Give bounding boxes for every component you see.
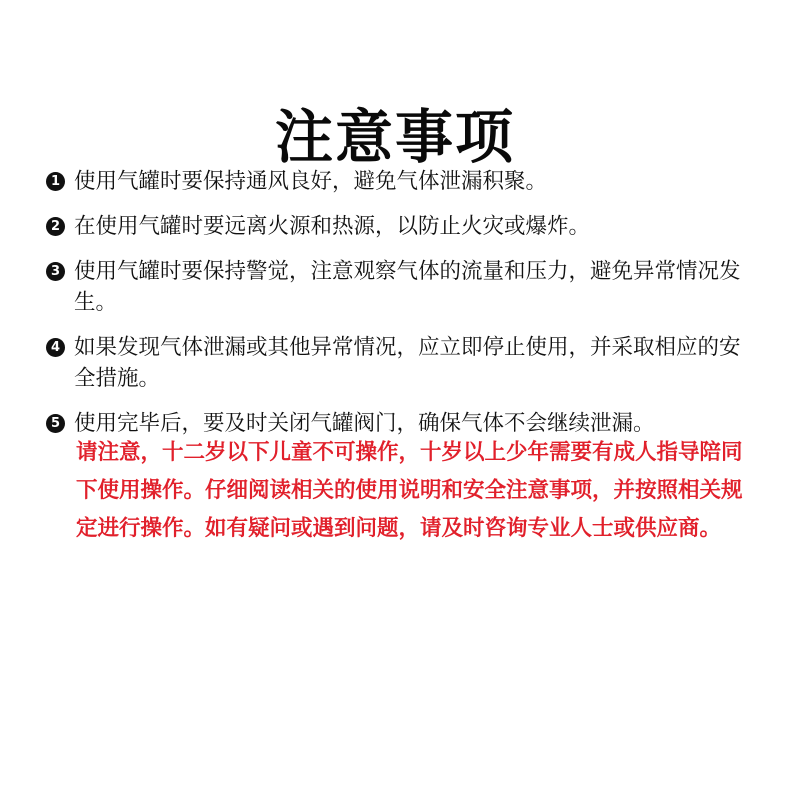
number-badge-icon: 2 bbox=[46, 217, 65, 236]
number-badge-icon: 3 bbox=[46, 262, 65, 281]
list-item-text: 使用完毕后，要及时关闭气罐阀门，确保气体不会继续泄漏。 bbox=[74, 411, 655, 436]
list-item-text: 使用气罐时要保持警觉，注意观察气体的流量和压力，避免异常情况发生。 bbox=[74, 259, 741, 315]
list-item bbox=[46, 211, 758, 242]
list-item bbox=[46, 332, 758, 394]
number-badge-icon: 5 bbox=[46, 414, 65, 433]
page-title: 注意事项 bbox=[274, 102, 515, 171]
list-item-text: 如果发现气体泄漏或其他异常情况，应立即停止使用，并采取相应的安全措施。 bbox=[74, 335, 741, 391]
precautions-list bbox=[46, 166, 758, 439]
list-item bbox=[46, 256, 758, 318]
list-item-text: 使用气罐时要保持通风良好，避免气体泄漏积聚。 bbox=[74, 169, 548, 194]
list-item bbox=[46, 166, 758, 197]
number-badge-icon: 1 bbox=[46, 172, 65, 191]
list-item-text: 在使用气罐时要远离火源和热源，以防止火灾或爆炸。 bbox=[74, 214, 591, 239]
number-badge-icon: 4 bbox=[46, 338, 65, 357]
warning-paragraph: 请注意，十二岁以下儿童不可操作，十岁以上少年需要有成人指导陪同下使用操作。仔细阅读相关的使用说明和安全注意事项，并按照相关规定进行操作。如有疑问或遇到问题，请及时咨询专业人士或供应商。 bbox=[76, 440, 743, 541]
